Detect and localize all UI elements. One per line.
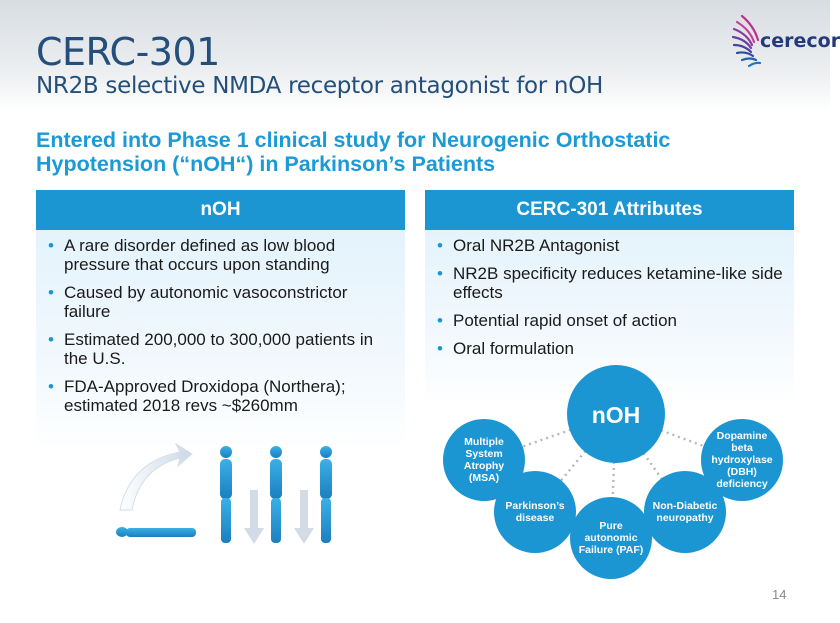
node-label-neuropathy: Non-Diabetic neuropathy: [652, 500, 718, 524]
page-number: 14: [772, 587, 787, 602]
node-label-msa: Multiple System Atrophy (MSA): [463, 436, 505, 484]
slide-title: CERC-301: [36, 30, 220, 74]
noh-panel-header: nOH: [36, 190, 405, 230]
node-label-paf: Pure autonomic Failure (PAF): [578, 520, 644, 556]
bullet-item: • FDA-Approved Droxidopa (Northera); estimated 2018 revs ~$260mm: [46, 377, 397, 415]
slide-subtitle: NR2B selective NMDA receptor antagonist for nOH: [36, 73, 604, 99]
bullet-item: • Oral NR2B Antagonist: [435, 236, 786, 255]
bullet-item: • Potential rapid onset of action: [435, 311, 786, 330]
bullet-item: • Estimated 200,000 to 300,000 patients in the U.S.: [46, 330, 397, 368]
bullet-item: • Caused by autonomic vasoconstrictor failure: [46, 283, 397, 321]
diagram-center-label: nOH: [591, 402, 641, 428]
bullet-item: • A rare disorder defined as low blood pressure that occurs upon standing: [46, 236, 397, 274]
bullet-item: • Oral formulation: [435, 339, 786, 358]
bullet-item: • NR2B specificity reduces ketamine-like side effects: [435, 264, 786, 302]
node-label-parkinsons: Parkinson’s disease: [505, 500, 565, 524]
attributes-panel-header: CERC-301 Attributes: [425, 190, 794, 230]
headline: Entered into Phase 1 clinical study for Neurogenic Orthostatic Hypotension (“nOH“) in Parkinson’s Patients: [36, 128, 671, 176]
node-label-dbh: Dopamine beta hydroxylase (DBH) deficiency: [711, 430, 773, 490]
logo-wordmark: cerecor: [760, 30, 840, 52]
